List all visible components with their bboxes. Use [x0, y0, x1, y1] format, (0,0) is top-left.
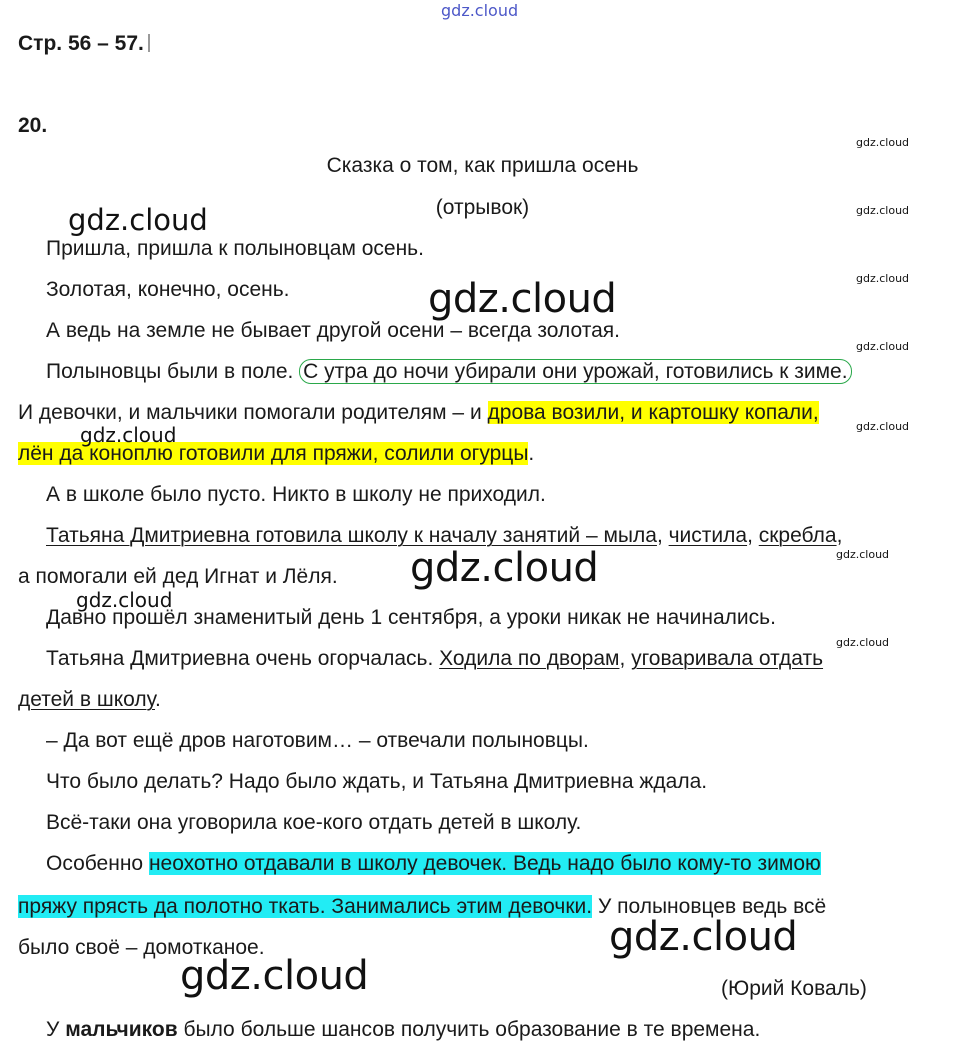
watermark: gdz.cloud: [68, 203, 208, 237]
circled-phrase: С утра до ночи убирали они урожай, готовились к зиме.: [299, 359, 851, 384]
watermark: gdz.cloud: [836, 636, 890, 649]
text-cursor-icon: [148, 34, 150, 52]
watermark: gdz.cloud: [856, 272, 910, 285]
story-line-11: [46, 646, 823, 672]
answer-pre: У: [46, 1018, 66, 1041]
line-11-plain: Татьяна Дмитриевна очень огорчалась.: [46, 647, 440, 670]
line-12-period: .: [155, 688, 161, 711]
answer-bold-word: мальчиков: [65, 1018, 178, 1041]
story-line-16: [46, 851, 821, 877]
line-6-period: .: [528, 442, 535, 465]
top-watermark: gdz.cloud: [441, 1, 519, 20]
watermark: gdz.cloud: [428, 276, 617, 322]
underlined-word-skrebla: скребла: [758, 524, 837, 547]
story-subtitle: (отрывок): [435, 196, 530, 219]
story-line-13: – Да вот ещё дров наготовим… – отвечали полыновцы.: [46, 729, 589, 752]
story-line-18: было своё – домотканое.: [18, 936, 265, 959]
story-line-4: [46, 359, 852, 385]
line-4-plain: Полыновцы были в поле.: [46, 360, 300, 383]
story-line-15: Всё-таки она уговорила кое-кого отдать детей в школу.: [46, 811, 582, 834]
watermark: gdz.cloud: [856, 204, 910, 217]
yellow-highlight-2: лён да коноплю готовили для пряжи, солили огурцы: [18, 442, 529, 465]
story-line-9: а помогали ей дед Игнат и Лёля.: [18, 565, 338, 588]
line-17-plain: У полыновцев ведь всё: [592, 895, 827, 918]
cyan-highlight-2: пряжу прясть да полотно ткать. Занимались этим девочки.: [18, 895, 593, 918]
watermark: gdz.cloud: [856, 340, 910, 353]
watermark: gdz.cloud: [836, 548, 890, 561]
story-line-14: Что было делать? Надо было ждать, и Татьяна Дмитриевна ждала.: [46, 770, 708, 793]
page-reference-text: Стр. 56 – 57.: [18, 32, 144, 55]
watermark: gdz.cloud: [609, 914, 798, 960]
story-line-2: Золотая, конечно, осень.: [46, 278, 290, 301]
cyan-highlight-1: неохотно отдавали в школу девочек. Ведь надо было кому-то зимою: [148, 852, 821, 875]
underlined-phrase-2: Ходила по дворам: [439, 647, 620, 670]
line-8-sep1: ,: [656, 524, 669, 547]
line-11-sep: ,: [619, 647, 632, 670]
line-16-plain: Особенно: [46, 852, 149, 875]
line-5-plain: И девочки, и мальчики помогали родителям – и: [18, 401, 488, 424]
story-line-10: Давно прошёл знаменитый день 1 сентября, а уроки никак не начинались.: [46, 606, 776, 629]
answer-text: [46, 1017, 760, 1043]
yellow-highlight-1: дрова возили, и картошку копали,: [487, 401, 819, 424]
underlined-word-chistila: чистила: [668, 524, 748, 547]
line-8-sep2: ,: [747, 524, 759, 547]
answer-post: было больше шансов получить образование в те времена.: [177, 1018, 761, 1041]
underlined-phrase-3: уговаривала отдать: [631, 647, 824, 670]
watermark: gdz.cloud: [410, 545, 599, 591]
story-line-7: А в школе было пусто. Никто в школу не приходил.: [46, 483, 546, 506]
story-line-3: А ведь на земле не бывает другой осени – всегда золотая.: [46, 319, 621, 342]
story-author: (Юрий Коваль): [721, 977, 867, 1000]
watermark: gdz.cloud: [856, 420, 910, 433]
watermark: gdz.cloud: [856, 136, 910, 149]
page-reference: [18, 32, 150, 56]
story-title: Сказка о том, как пришла осень: [326, 154, 639, 177]
watermark: gdz.cloud: [76, 588, 173, 612]
underlined-phrase-4: детей в школу: [18, 688, 155, 711]
story-line-1: Пришла, пришла к полыновцам осень.: [46, 237, 424, 260]
watermark: gdz.cloud: [180, 953, 369, 999]
watermark: gdz.cloud: [80, 423, 177, 447]
task-number: 20.: [18, 114, 48, 137]
line-8-sep3: ,: [836, 524, 843, 547]
story-line-12: [18, 687, 161, 713]
underlined-phrase-1: Татьяна Дмитриевна готовила школу к началу занятий – мыла: [46, 524, 657, 547]
